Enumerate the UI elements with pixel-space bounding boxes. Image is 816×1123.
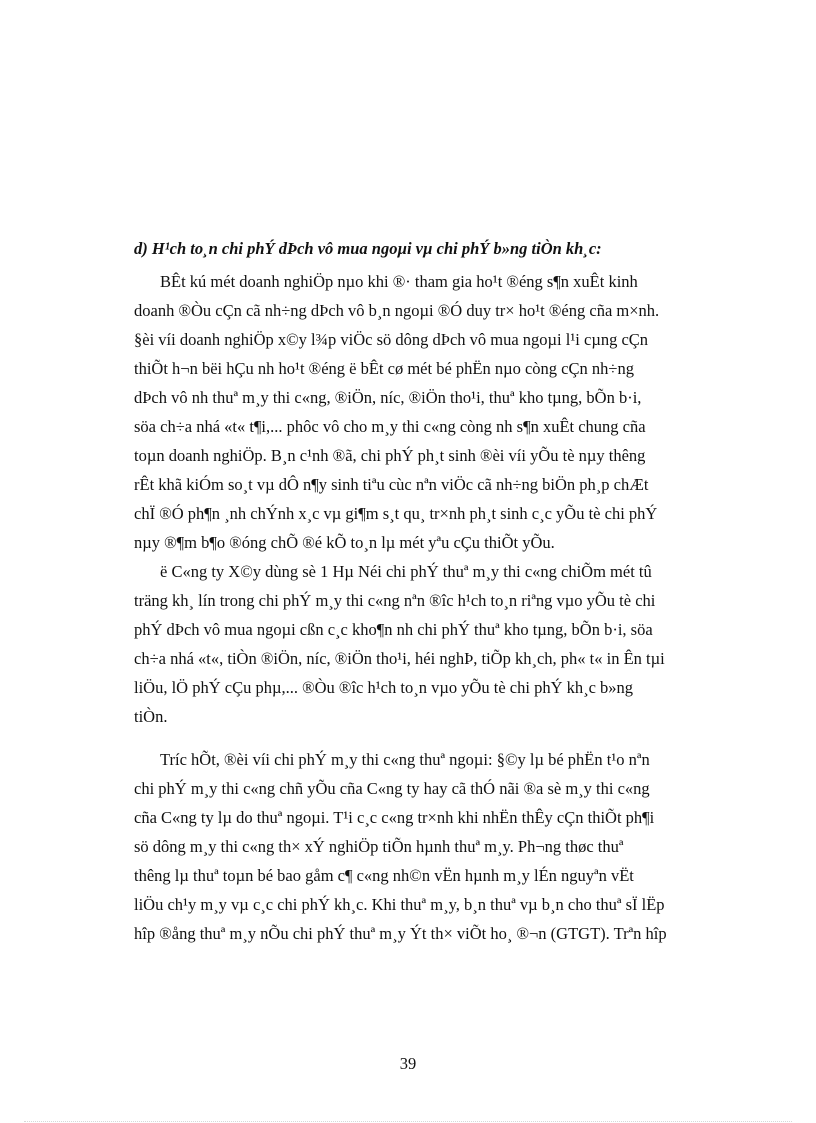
paragraph-line: toµn doanh nghiÖp. B¸n c¹nh ®ã, chi phÝ ph¸t sinh ®èi víi yÕu tè nµy thêng [134,446,646,465]
body-text [134,267,764,948]
paragraph-line: thêng lµ thuª toµn bé bao gåm c¶ c«ng nh©n vËn hµnh m¸y lÉn nguyªn vËt [134,866,634,885]
paragraph-line: phÝ dÞch vô mua ngoµi cßn c¸c kho¶n nh chi phÝ thuª kho tµng, bÕn b·i, söa [134,620,653,639]
paragraph-line: dÞch vô nh thuª m¸y thi c«ng, ®iÖn, níc, ®iÖn tho¹i, thuª kho tµng, bÕn b·i, [134,388,642,407]
paragraph-line: söa ch÷a nhá «t« t¶i,... phôc vô cho m¸y thi c«ng còng nh s¶n xuÊt chung cña [134,417,646,436]
paragraph-line: ch÷a nhá «t«, tiÒn ®iÖn, níc, ®iÖn tho¹i, héi nghÞ, tiÕp kh¸ch, ph« t« in Ên tµi [134,649,665,668]
paragraph-line: tiÒn. [134,707,168,726]
paragraph-line: rÊt khã kiÓm so¸t vµ dÔ n¶y sinh tiªu cùc nªn viÖc cã nh÷ng biÖn ph¸p chÆt [134,475,649,494]
paragraph-line: ë C«ng ty X©y dùng sè 1 Hµ Néi chi phÝ thuª m¸y thi c«ng chiÕm mét tû [160,562,652,581]
page-number: 39 [399,1054,417,1073]
paragraph-line: chi phÝ m¸y thi c«ng chñ yÕu cña C«ng ty hay cã thÓ nãi ®a sè m¸y thi c«ng [134,779,650,798]
paragraph-line: BÊt kú mét doanh nghiÖp nµo khi ®· tham gia ho¹t ®éng s¶n xuÊt kinh [160,272,638,291]
paragraph-line: thiÕt h¬n bëi hÇu nh ho¹t ®éng ë bÊt cø mét bé phËn nµo còng cÇn nh÷ng [134,359,634,378]
paragraph-line: Tríc hÕt, ®èi víi chi phÝ m¸y thi c«ng thuª ngoµi: §©y lµ bé phËn t¹o nªn [160,750,650,769]
page-bottom-divider [24,1121,792,1122]
paragraph-line: hîp ®ång thuª m¸y nÕu chi phÝ thuª m¸y Ýt th× viÕt ho¸ ®¬n (GTGT). Trªn hîp [134,924,667,943]
paragraph-line: liÖu ch¹y m¸y vµ c¸c chi phÝ kh¸c. Khi thuª m¸y, b¸n thuª vµ b¸n cho thuª sÏ lËp [134,895,665,914]
paragraph-line: liÖu, lÖ phÝ cÇu phµ,... ®Òu ®îc h¹ch to¸n vµo yÕu tè chi phÝ kh¸c b»ng [134,678,634,697]
section-heading: d) H¹ch to¸n chi phÝ dÞch vô mua ngoµi vµ chi phÝ b»ng tiÒn kh¸c: [134,239,602,258]
paragraph-line: §èi víi doanh nghiÖp x©y l¾p viÖc sö dông dÞch vô mua ngoµi l¹i cµng cÇn [134,330,649,349]
paragraph-line: nµy ®¶m b¶o ®óng chÕ ®é kÕ to¸n lµ mét yªu cÇu thiÕt yÕu. [134,533,555,552]
paragraph-line: chÏ ®Ó ph¶n ¸nh chÝnh x¸c vµ gi¶m s¸t qu¸ tr×nh ph¸t sinh c¸c yÕu tè chi phÝ [134,504,658,523]
paragraph-line: cña C«ng ty lµ do thuª ngoµi. T¹i c¸c c«ng tr×nh khi nhËn thÊy cÇn thiÕt ph¶i [134,808,655,827]
paragraph-line: sö dông m¸y thi c«ng th× xÝ nghiÖp tiÕn hµnh thuª m¸y. Ph¬ng thøc thuª [134,837,624,856]
paragraph-line: doanh ®Òu cÇn cã nh÷ng dÞch vô b¸n ngoµi ®Ó duy tr× ho¹t ®éng cña m×nh. [134,301,660,320]
paragraph-line: träng kh¸ lín trong chi phÝ m¸y thi c«ng nªn ®îc h¹ch to¸n riªng vµo yÕu tè chi [134,591,656,610]
